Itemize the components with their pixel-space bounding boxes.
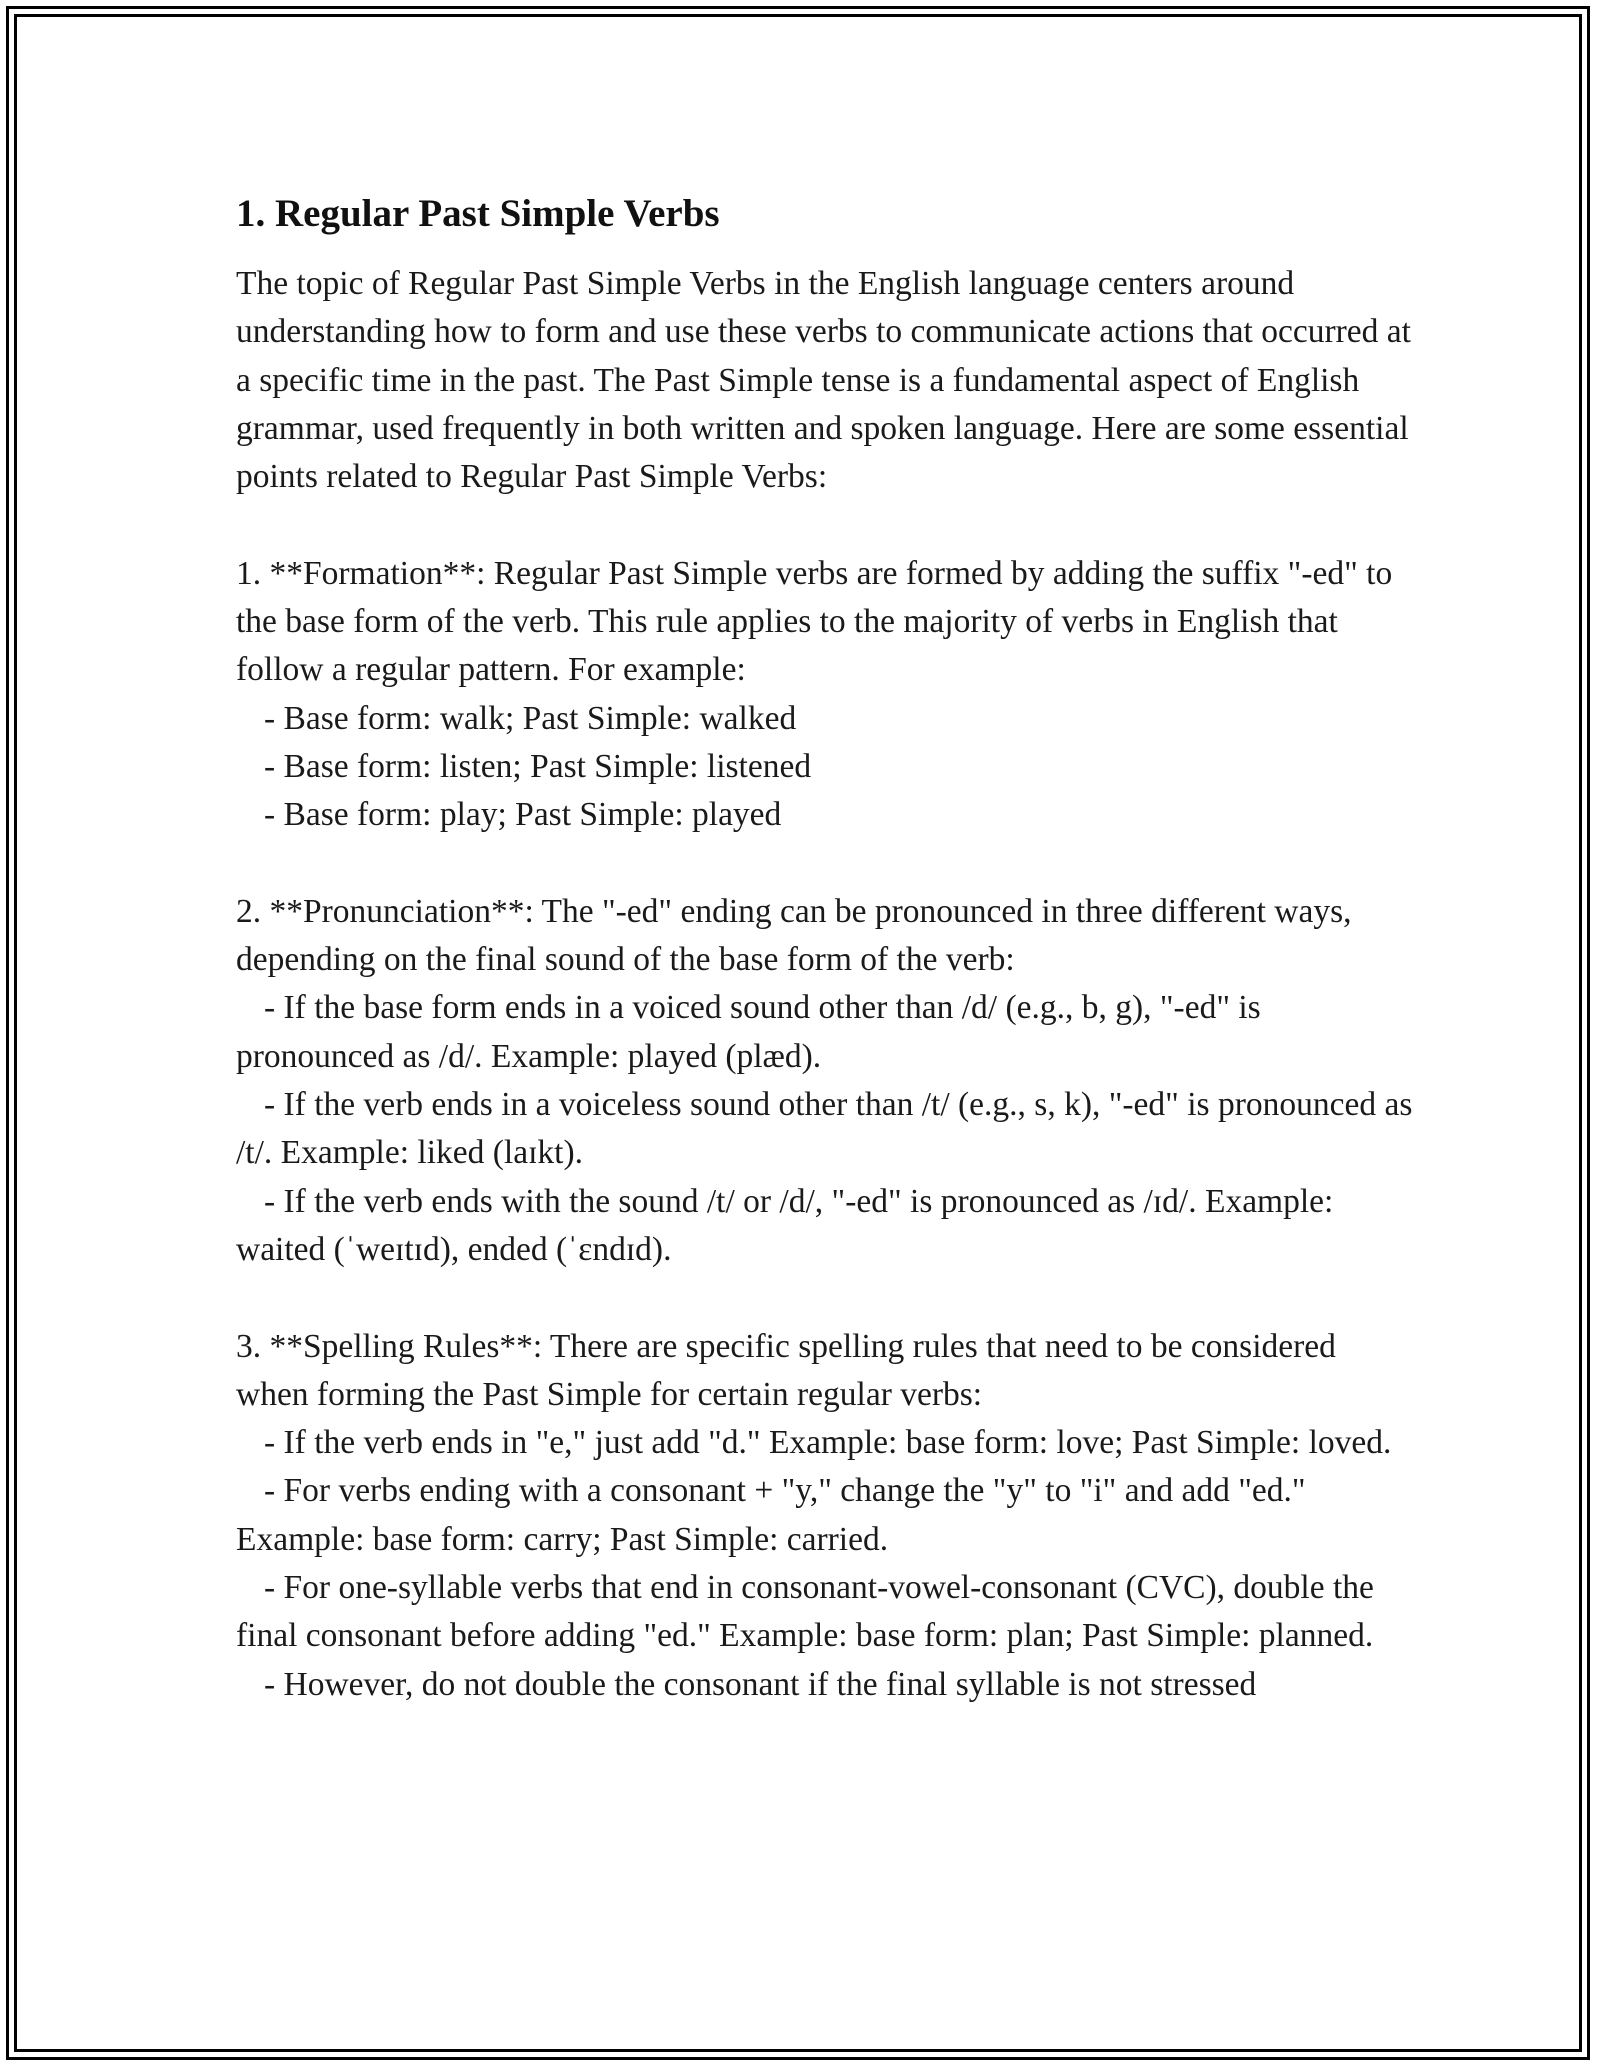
- intro-paragraph: The topic of Regular Past Simple Verbs in the English language centers around understanding how to form and use these verbs to communicate actions that occurred at a specific time in the past. The Past Simple tense is a fundamental aspect of English grammar, used frequently in both written and spoken language. Here are some essential points related to Regular Past Simple Verbs:: [236, 265, 1420, 496]
- document-title: 1. Regular Past Simple Verbs: [236, 192, 720, 235]
- list-item: - For verbs ending with a consonant + "y," change the "y" to "i" and add "ed." Example: base form: carry; Past Simple: carried.: [236, 1472, 1314, 1558]
- list-item: - Base form: play; Past Simple: played: [264, 796, 782, 834]
- document-body: [236, 188, 1421, 1709]
- list-item: - If the verb ends with the sound /t/ or /d/, "-ed" is pronounced as /ɪd/. Example: waited (ˈweɪtɪd), ended (ˈɛndɪd).: [236, 1182, 1342, 1268]
- section-lead: 3. **Spelling Rules**: There are specific spelling rules that need to be considered when forming the Past Simple for certain regular verbs:: [236, 1327, 1345, 1413]
- section-lead: 1. **Formation**: Regular Past Simple verbs are formed by adding the suffix "-ed" to the base form of the verb. This rule applies to the majority of verbs in English that follow a regular pattern. For example:: [236, 554, 1401, 689]
- section-lead: 2. **Pronunciation**: The "-ed" ending can be pronounced in three different ways, depending on the final sound of the base form of the verb:: [236, 892, 1360, 979]
- list-item: - However, do not double the consonant if the final syllable is not stressed: [264, 1665, 1257, 1703]
- list-item: - Base form: listen; Past Simple: listened: [264, 747, 812, 785]
- list-item: - If the verb ends in "e," just add "d." Example: base form: love; Past Simple: loved.: [264, 1424, 1392, 1462]
- list-item: - For one-syllable verbs that end in consonant-vowel-consonant (CVC), double the final consonant before adding "ed." Example: base form: plan; Past Simple: planned.: [236, 1569, 1383, 1655]
- section-pronunciation: [236, 888, 1421, 1274]
- section-spelling-rules: [236, 1323, 1416, 1709]
- list-item: - If the base form ends in a voiced sound other than /d/ (e.g., b, g), "-ed" is pronounced as /d/. Example: played (plæd).: [236, 989, 1270, 1075]
- section-formation: [236, 550, 1416, 840]
- list-item: - Base form: walk; Past Simple: walked: [264, 699, 797, 737]
- list-item: - If the verb ends in a voiceless sound other than /t/ (e.g., s, k), "-ed" is pronounced as /t/. Example: liked (laɪkt).: [236, 1086, 1421, 1172]
